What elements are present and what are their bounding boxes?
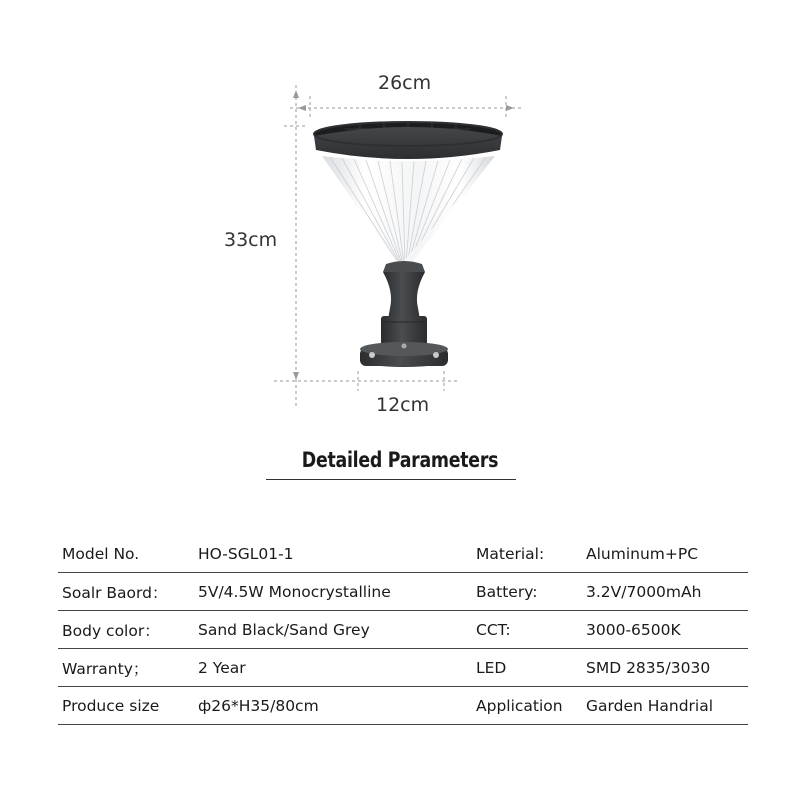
table-row — [58, 611, 748, 649]
solar-cap — [314, 122, 502, 159]
param-label: Body color： — [58, 611, 194, 649]
param-value: 3.2V/7000mAh — [582, 573, 748, 611]
table-row — [58, 573, 748, 611]
table-row — [58, 535, 748, 573]
param-value: Aluminum+PC — [582, 535, 748, 573]
diffuser-cone — [322, 156, 495, 264]
section-title: Detailed Parameters — [301, 448, 499, 472]
lamp-pole — [381, 261, 427, 356]
param-label: Warranty； — [58, 649, 194, 687]
param-label: Material: — [472, 535, 582, 573]
base-dimension-label: 12cm — [376, 394, 430, 416]
table-row — [58, 649, 748, 687]
param-label: Application — [472, 687, 582, 725]
param-value: HO-SGL01-1 — [194, 535, 472, 573]
param-value: ф26*H35/80cm — [194, 687, 472, 725]
param-label: Produce size — [58, 687, 194, 725]
param-value: SMD 2835/3030 — [582, 649, 748, 687]
param-value: Garden Handrial — [582, 687, 748, 725]
width-dimension-label: 26cm — [378, 72, 432, 94]
parameters-table — [58, 535, 748, 725]
lamp-base — [360, 342, 448, 367]
param-label: Soalr Baord： — [58, 573, 194, 611]
table-row — [58, 687, 748, 725]
param-label: CCT: — [472, 611, 582, 649]
param-label: LED — [472, 649, 582, 687]
param-value: 5V/4.5W Monocrystalline — [194, 573, 472, 611]
height-dimension-label: 33cm — [224, 229, 278, 251]
param-label: Battery: — [472, 573, 582, 611]
param-value: 2 Year — [194, 649, 472, 687]
title-underline — [266, 479, 516, 480]
param-value: 3000-6500K — [582, 611, 748, 649]
param-value: Sand Black/Sand Grey — [194, 611, 472, 649]
param-label: Model No. — [58, 535, 194, 573]
